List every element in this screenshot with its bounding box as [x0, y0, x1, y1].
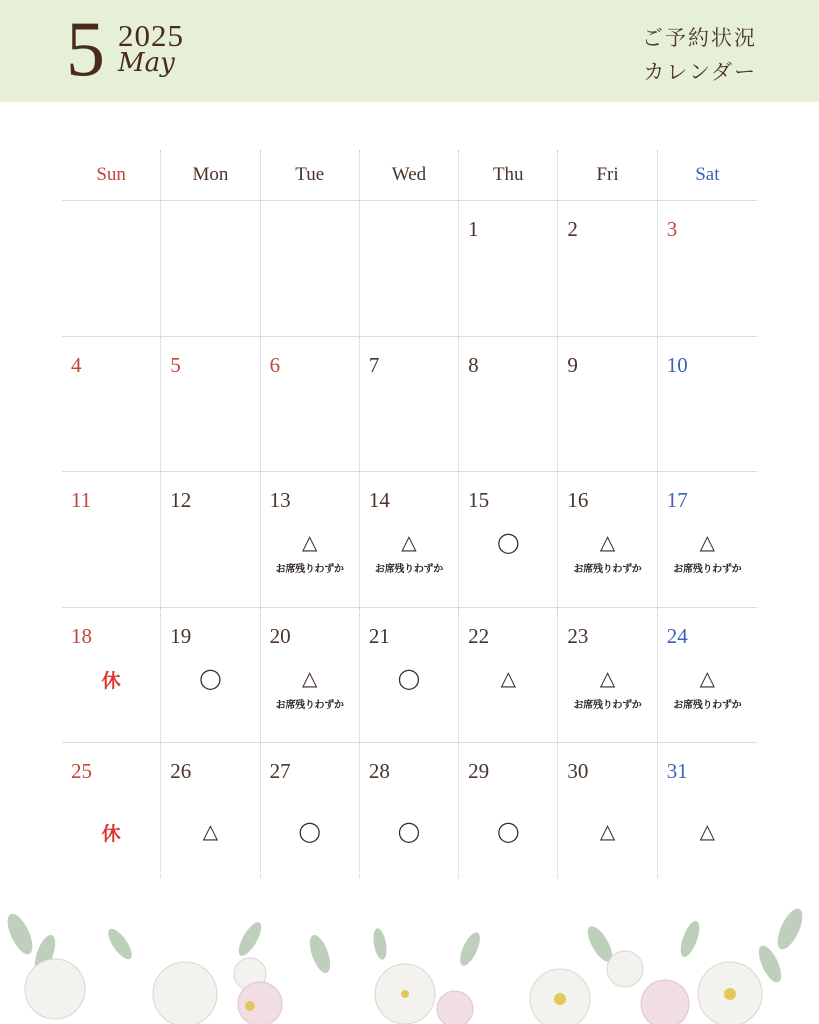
day-number: 4: [71, 352, 82, 377]
day-number: 1: [468, 217, 479, 241]
day-cell: [161, 201, 260, 336]
weekday-wed: Wed: [360, 150, 459, 200]
day-cell: [261, 743, 360, 878]
availability-note: お席残りわずか: [275, 564, 344, 576]
day-cell: [558, 201, 657, 336]
calendar-weeks: [62, 201, 757, 878]
day-cell: [62, 337, 161, 472]
day-cell: [658, 337, 757, 472]
day-cell: [261, 608, 360, 743]
availability-note: お席残りわずか: [375, 564, 443, 576]
limited-mark: △: [302, 530, 318, 555]
day-number: 19: [170, 623, 192, 648]
day-number: 27: [269, 759, 291, 784]
availability-note: お席残りわずか: [673, 699, 742, 711]
weekday-sat: Sat: [695, 164, 720, 185]
day-cell: [161, 337, 260, 472]
day-number: 16: [567, 488, 589, 513]
day-cell: [360, 472, 459, 607]
limited-mark: △: [302, 665, 318, 690]
closed-mark: 休: [101, 669, 121, 692]
day-number: 22: [468, 623, 490, 648]
day-cell: [459, 743, 558, 878]
month-name: May: [118, 48, 175, 78]
month-number: 5: [66, 5, 105, 92]
day-number: 5: [170, 352, 181, 377]
weekday-thu: Thu: [459, 150, 558, 200]
day-number: 28: [368, 759, 390, 784]
day-number: 11: [71, 488, 92, 513]
weekday-mon: Mon: [161, 150, 260, 200]
day-number: 21: [368, 623, 390, 648]
limited-mark: △: [202, 819, 219, 844]
availability-note: お席残りわずか: [573, 564, 642, 576]
day-cell: [261, 201, 360, 336]
availability-note: お席残りわずか: [275, 699, 344, 711]
day-cell: [658, 608, 757, 743]
calendar-grid: [62, 150, 757, 878]
day-number: 15: [468, 488, 490, 513]
day-cell: [261, 472, 360, 607]
limited-mark: △: [401, 530, 417, 555]
header-banner: [0, 0, 819, 102]
day-number: 17: [666, 488, 688, 513]
page-title-line2: カレンダー: [643, 60, 757, 84]
day-cell: [459, 201, 558, 336]
year-label: 2025: [118, 18, 184, 53]
day-number: 8: [468, 352, 479, 377]
calendar-week: [62, 337, 757, 473]
day-cell: [658, 201, 757, 336]
day-cell: [558, 608, 657, 743]
day-number: 12: [170, 488, 192, 513]
weekday-fri: Fri: [558, 150, 657, 200]
day-cell: [558, 472, 657, 607]
limited-mark: △: [500, 665, 516, 690]
day-cell: [62, 608, 161, 743]
day-cell: [459, 608, 558, 743]
day-cell: [161, 472, 260, 607]
available-mark: ◯: [397, 819, 421, 844]
available-mark: ◯: [497, 530, 520, 555]
limited-mark: △: [599, 665, 616, 690]
limited-mark: △: [699, 665, 716, 690]
day-number: 14: [368, 488, 390, 513]
day-number: 29: [468, 759, 490, 784]
day-number: 3: [666, 217, 678, 241]
day-cell: [62, 472, 161, 607]
weekday-header-row: [62, 150, 757, 201]
weekday-tue: Tue: [261, 150, 360, 200]
limited-mark: △: [599, 819, 616, 844]
day-number: 18: [71, 623, 92, 648]
day-cell: [161, 743, 260, 878]
day-number: 23: [567, 623, 589, 648]
availability-note: お席残りわずか: [573, 699, 642, 711]
day-number: 9: [567, 352, 578, 377]
day-cell: [62, 201, 161, 336]
closed-mark: 休: [101, 823, 121, 846]
day-number: 25: [71, 759, 92, 784]
calendar-week: [62, 608, 757, 744]
day-cell: [161, 608, 260, 743]
day-cell: [658, 743, 757, 878]
day-cell: [62, 743, 161, 878]
day-number: 6: [269, 352, 281, 377]
day-number: 30: [567, 759, 589, 784]
day-cell: [658, 472, 757, 607]
day-cell: [360, 201, 459, 336]
available-mark: ◯: [199, 665, 222, 690]
weekday-sun: Sun: [62, 150, 161, 200]
day-cell: [459, 337, 558, 472]
calendar-week: [62, 201, 757, 337]
limited-mark: △: [599, 530, 616, 555]
day-number: 24: [666, 623, 688, 648]
day-number: 7: [368, 352, 380, 377]
page-title-line1: ご予約状況: [642, 26, 757, 50]
day-cell: [360, 337, 459, 472]
limited-mark: △: [699, 819, 716, 844]
available-mark: ◯: [497, 819, 520, 844]
day-number: 13: [269, 488, 291, 513]
day-number: 20: [269, 623, 291, 648]
limited-mark: △: [699, 530, 716, 555]
day-cell: [261, 337, 360, 472]
calendar-week: [62, 472, 757, 608]
day-cell: [360, 743, 459, 878]
calendar-week: [62, 743, 757, 878]
day-cell: [459, 472, 558, 607]
availability-note: お席残りわずか: [673, 564, 742, 576]
day-cell: [558, 337, 657, 472]
day-number: 31: [666, 759, 688, 784]
day-number: 10: [666, 352, 688, 377]
day-number: 26: [170, 759, 192, 784]
day-cell: [360, 608, 459, 743]
day-cell: [558, 743, 657, 878]
available-mark: ◯: [397, 665, 421, 690]
day-number: 2: [567, 217, 578, 241]
floral-decoration: [0, 894, 819, 1024]
available-mark: ◯: [298, 819, 321, 844]
